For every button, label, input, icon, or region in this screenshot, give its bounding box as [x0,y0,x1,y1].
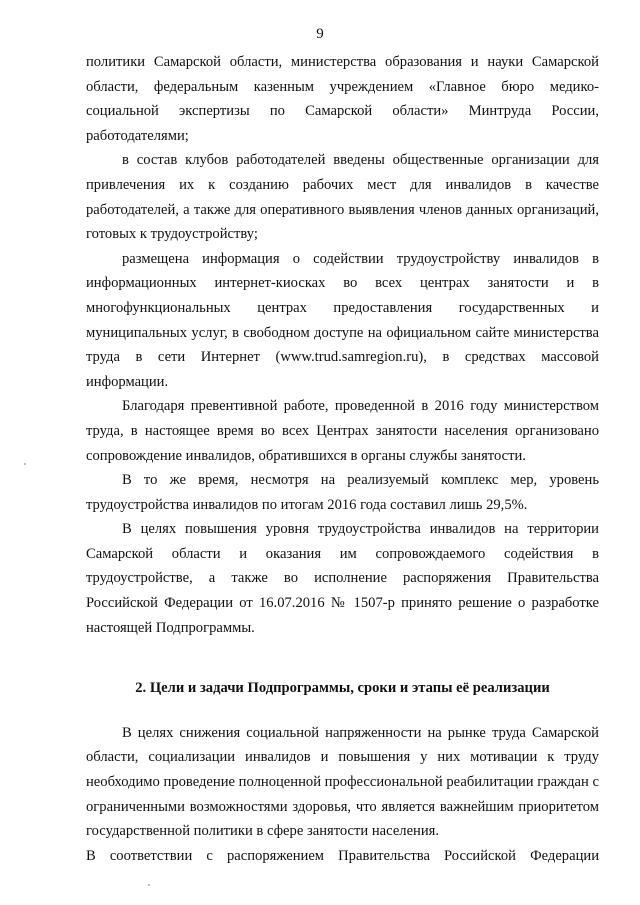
paragraph: Благодаря превентивной работе, проведенной в 2016 году министерством труда, в настоящее время во всех Центрах занятости населения организовано сопровождение инвалидов, обратившихся в органы службы занятости. [86,398,599,464]
paragraph: размещена информация о содействии трудоустройству инвалидов в информационных интернет-киосках во всех центрах занятости и в многофункциональных центрах предоставления государственных и муниципальных услуг, в свободном доступе на официальном сайте министерства труда в сети Интернет (www.trud.samregion.ru), в средствах массовой информации. [86,250,599,390]
paragraph-start: В соответствии с распоряжением Правительства Российской Федерации [86,847,599,864]
paragraph-continuation: политики Самарской области, министерства образования и науки Самарской области, федеральным казенным учреждением «Главное бюро медико-социальной экспертизы по Самарской области» Минтруда России, работодателями; [86,54,599,144]
paragraph: в состав клубов работодателей введены общественные организации для привлечения их к созданию рабочих мест для инвалидов в качестве работодателей, а также для оперативного выявления членов данных организаций, готовых к трудоустройству; [86,152,599,243]
paragraph: В целях снижения социальной напряженности на рынке труда Самарской области, социализации инвалидов и повышения у них мотивации к труду необходимо проведение полноценной профессиональной реабилитации граждан с ограниченными возможностями здоровья, что является важнейшим приоритетом государственной политики в сфере занятости населения. [86,724,599,840]
page-number: 9 [316,26,324,42]
paragraph: В целях повышения уровня трудоустройства инвалидов на территории Самарской области и оказания им сопровождаемого содействия в трудоустройстве, а также во исполнение распоряжения Правительства Российской Федерации от 16.07.2016 № 1507-р принято решение о разработке настоящей Подпрограммы. [86,521,599,636]
document-body [86,50,599,868]
paragraph: В то же время, несмотря на реализуемый комплекс мер, уровень трудоустройства инвалидов по итогам 2016 года составил лишь 29,5%. [86,472,599,513]
scan-artifact [148,884,150,886]
scan-artifact [24,463,26,465]
section-heading: 2. Цели и задачи Подпрограммы, сроки и этапы её реализации [135,680,550,697]
